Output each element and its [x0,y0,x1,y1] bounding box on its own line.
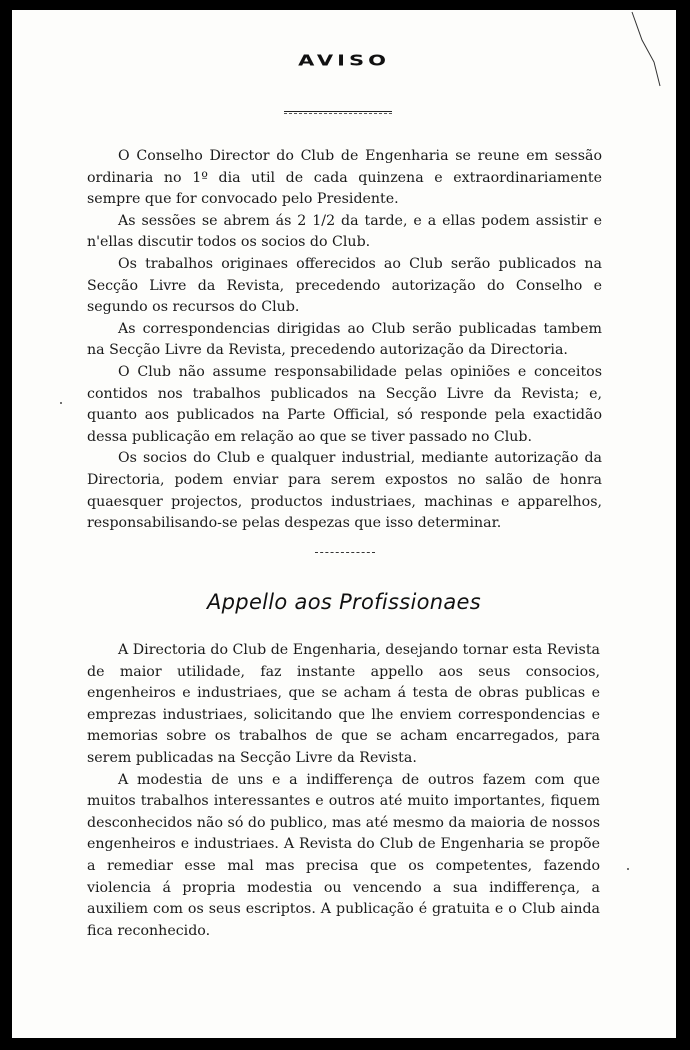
appello-paragraph: A Directoria do Club de Engenharia, desejando tornar esta Revista de maior utilidade, faz instante appello aos seus consocios, engenheiros e industriaes, que se acham á testa de obras publicas e emprezas industriaes, solicitando que lhe enviem correspondencias e memorias sobre os trabalhos de que se acham encarregados, para serem publicadas na Secção Livre da Revista. [87,642,600,766]
appello-paragraph: A modestia de uns e a indifferença de outros fazem com que muitos trabalhos interessantes e outros até muito importantes, fiquem desconhecidos não só do publico, mas até mesmo da maioria de nossos engenheiros e industriaes. A Revista do Club de Engenharia se propõe a remediar esse mal mas precisa que os competentes, fazendo violencia á propria modestia ou vencendo a sua indifferença, a auxiliem com os seus escriptos. A publicação é gratuita e o Club ainda fica reconhecido. [87,771,600,939]
aviso-title: AVISO [298,52,390,70]
aviso-paragraph: O Club não assume responsabilidade pelas opiniões e conceitos contidos nos trabalhos publicados na Secção Livre da Revista; e, quanto aos publicados na Parte Official, só responde pela exactidão dessa publicação em relação ao que se tiver passado no Club. [87,363,602,445]
aviso-section [12,146,676,535]
aviso-paragraph: O Conselho Director do Club de Engenharia se reune em sessão ordinaria no 1º dia util de cada quinzena e extraordinariamente sempre que for convocado pelo Presidente. [87,148,602,208]
aviso-paragraph: Os socios do Club e qualquer industrial, mediante autorização da Directoria, podem enviar para serem expostos no salão de honra quaesquer projectos, productos industriaes, machinas e apparelhos, responsabilisando-se pelas despezas que isso determinar. [87,450,602,532]
scan-speck [60,402,62,404]
scan-speck [627,868,629,870]
title-divider [284,111,392,112]
aviso-paragraph: Os trabalhos originaes offerecidos ao Club serão publicados na Secção Livre da Revista, precedendo autorização do Conselho e segundo os recursos do Club. [87,255,602,316]
aviso-paragraph: As correspondencias dirigidas ao Club serão publicadas tambem na Secção Livre da Revista, precedendo autorização da Directoria. [87,320,602,359]
section-divider [315,552,375,553]
document-page [12,10,676,1038]
aviso-paragraph: As sessões se abrem ás 2 1/2 da tarde, e a ellas podem assistir e n'ellas discutir todos os socios do Club. [87,212,602,251]
scan-corner-mark [624,10,664,90]
appello-title: Appello aos Profissionaes [207,590,481,614]
appello-section [12,640,676,942]
